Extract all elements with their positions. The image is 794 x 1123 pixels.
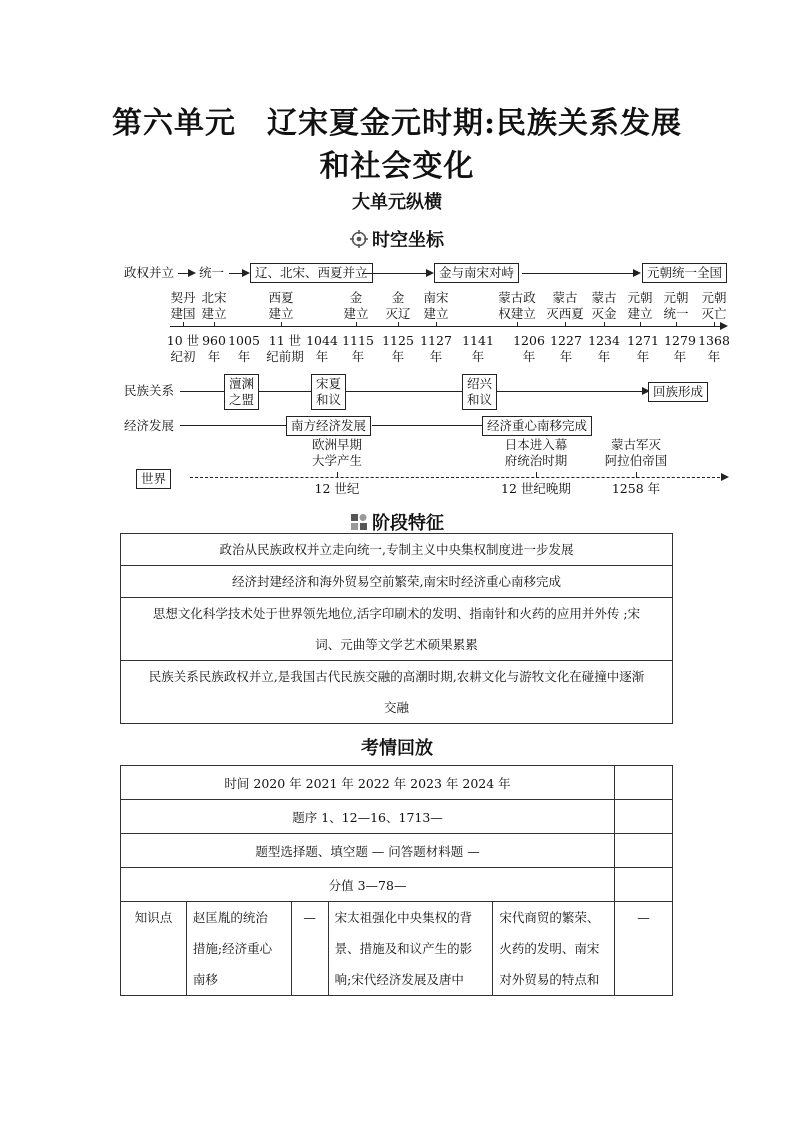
ethnic-box-songxia: 宋夏 和议 <box>311 374 346 410</box>
timeline-axis <box>170 326 720 327</box>
world-label: 世界 <box>136 469 171 489</box>
timeline-tick <box>356 322 357 327</box>
timeline-event: 蒙古政 权建立 <box>498 290 536 321</box>
kp-label: 知识点 <box>121 902 187 996</box>
exam-row-time: 时间 2020 年 2021 年 2022 年 2023 年 2024 年 <box>121 766 615 800</box>
timeline-tick <box>281 322 282 327</box>
world-time-12c: 12 世纪 <box>314 481 360 496</box>
timeline-year: 1227 年 <box>550 333 582 364</box>
timeline-event: 金 灭辽 <box>385 290 411 321</box>
world-time-late12c: 12 世纪晚期 <box>501 481 571 496</box>
timeline-tick <box>640 322 641 327</box>
timeline-year: 1368 年 <box>698 333 730 364</box>
timeline-tick <box>565 322 566 327</box>
world-axis <box>190 477 720 478</box>
features-heading: 阶段特征 <box>372 513 444 534</box>
exam-row-order: 题序 1、12—16、1713— <box>121 800 615 834</box>
unify-text: 统一 <box>199 265 225 280</box>
feature-economy: 经济封建经济和海外贸易空前繁荣,南宋时经济重心南移完成 <box>121 566 673 598</box>
kp-2021: — <box>291 902 328 996</box>
ethnic-box-hui: 回族形成 <box>648 382 708 402</box>
timeline-year: 1127 年 <box>420 333 452 364</box>
kp-2022: 宋太祖强化中央集权的背 景、措施及和议产生的影 响;宋代经济发展及唐中 <box>328 902 493 996</box>
timeline-year: 1141 年 <box>462 333 494 364</box>
world-event-shogunate: 日本进入幕 府统治时期 <box>504 437 568 468</box>
timeline-tick <box>436 322 437 327</box>
kp-2024: — <box>615 902 673 996</box>
features-row <box>121 534 673 566</box>
timeline-year: 960 年 <box>202 333 226 364</box>
features-table <box>120 533 673 724</box>
section-heading-features <box>0 509 794 536</box>
timeline-year: 1234 年 <box>588 333 620 364</box>
timeline-year: 1125 年 <box>382 333 414 364</box>
exam-row-score: 分值 3—78— <box>121 868 615 902</box>
features-row <box>121 661 673 724</box>
stage-box-liao-song-xia: 辽、北宋、西夏并立 <box>250 263 373 283</box>
section-heading-overview: 大单元纵横 <box>352 192 442 213</box>
economy-box-south: 南方经济发展 <box>286 416 371 436</box>
timeline-event: 元朝 统一 <box>663 290 689 321</box>
timeline-tick <box>676 322 677 327</box>
world-time-1258: 1258 年 <box>611 481 661 496</box>
timeline-tick <box>604 322 605 327</box>
section-heading-timeline <box>0 226 794 253</box>
timeline-tick <box>214 322 215 327</box>
features-row <box>121 566 673 598</box>
kp-2020: 赵匡胤的统治 措施;经济重心 南移 <box>186 902 291 996</box>
stage-box-jin-song: 金与南宋对峙 <box>434 263 519 283</box>
timeline-year: 1271 年 <box>627 333 659 364</box>
timeline-event: 元朝 灭亡 <box>701 290 727 321</box>
timeline-tick <box>398 322 399 327</box>
economy-label: 经济发展 <box>124 418 175 433</box>
timeline-tick <box>183 322 184 327</box>
crosshair-icon <box>350 230 368 253</box>
timeline-year: 10 世 纪初 <box>166 333 200 364</box>
timeline-heading: 时空坐标 <box>372 230 444 251</box>
page-title: 第六单元 辽宋夏金元时期:民族关系发展 <box>111 106 683 141</box>
timeline-event: 契丹 建国 <box>170 290 196 321</box>
timeline-year: 11 世 纪前期 <box>266 333 304 364</box>
features-row <box>121 598 673 661</box>
timeline-year: 1005 年 <box>228 333 260 364</box>
timeline-tick <box>714 322 715 327</box>
kp-2023: 宋代商贸的繁荣、 火药的发明、南宋 对外贸易的特点和 <box>493 902 615 996</box>
exam-table <box>120 765 673 996</box>
timeline-year: 1206 年 <box>513 333 545 364</box>
timeline-event: 元朝 建立 <box>627 290 653 321</box>
timeline-event: 蒙古 灭西夏 <box>546 290 584 321</box>
exam-row-type: 题型选择题、填空题 — 问答题材料题 — <box>121 834 615 868</box>
timeline-year: 1044 年 <box>306 333 338 364</box>
timeline-year: 1115 年 <box>342 333 374 364</box>
economy-box-shift: 经济重心南移完成 <box>482 416 592 436</box>
timeline-event: 南宋 建立 <box>423 290 449 321</box>
ethnic-label: 民族关系 <box>124 383 175 398</box>
feature-political: 政治从民族政权并立走向统一,专制主义中央集权制度进一步发展 <box>121 534 673 566</box>
feature-ethnic: 民族关系民族政权并立,是我国古代民族交融的高潮时期,农耕文化与游牧文化在碰撞中逐渐 交融 <box>121 661 673 724</box>
timeline-year: 1279 年 <box>664 333 696 364</box>
page-title-line2: 和社会变化 <box>319 149 475 184</box>
ethnic-box-chanyuan: 澶渊 之盟 <box>224 374 259 410</box>
section-heading-exam: 考情回放 <box>361 738 433 759</box>
feature-culture: 思想文化科学技术处于世界领先地位,活字印刷术的发明、指南针和火药的应用并外传 ;宋 词、元曲等文学艺术硕果累累 <box>121 598 673 661</box>
timeline-event: 北宋 建立 <box>201 290 227 321</box>
regime-label: 政权并立 <box>124 265 175 280</box>
stage-box-yuan: 元朝统一全国 <box>642 263 727 283</box>
world-event-abbasid: 蒙古军灭 阿拉伯帝国 <box>604 437 668 468</box>
ethnic-box-shaoxing: 绍兴 和议 <box>462 374 497 410</box>
timeline-tick <box>517 322 518 327</box>
timeline-event: 金 建立 <box>343 290 369 321</box>
timeline-event: 蒙古 灭金 <box>591 290 617 321</box>
world-event-universities: 欧洲早期 大学产生 <box>311 437 362 468</box>
timeline-event: 西夏 建立 <box>268 290 294 321</box>
